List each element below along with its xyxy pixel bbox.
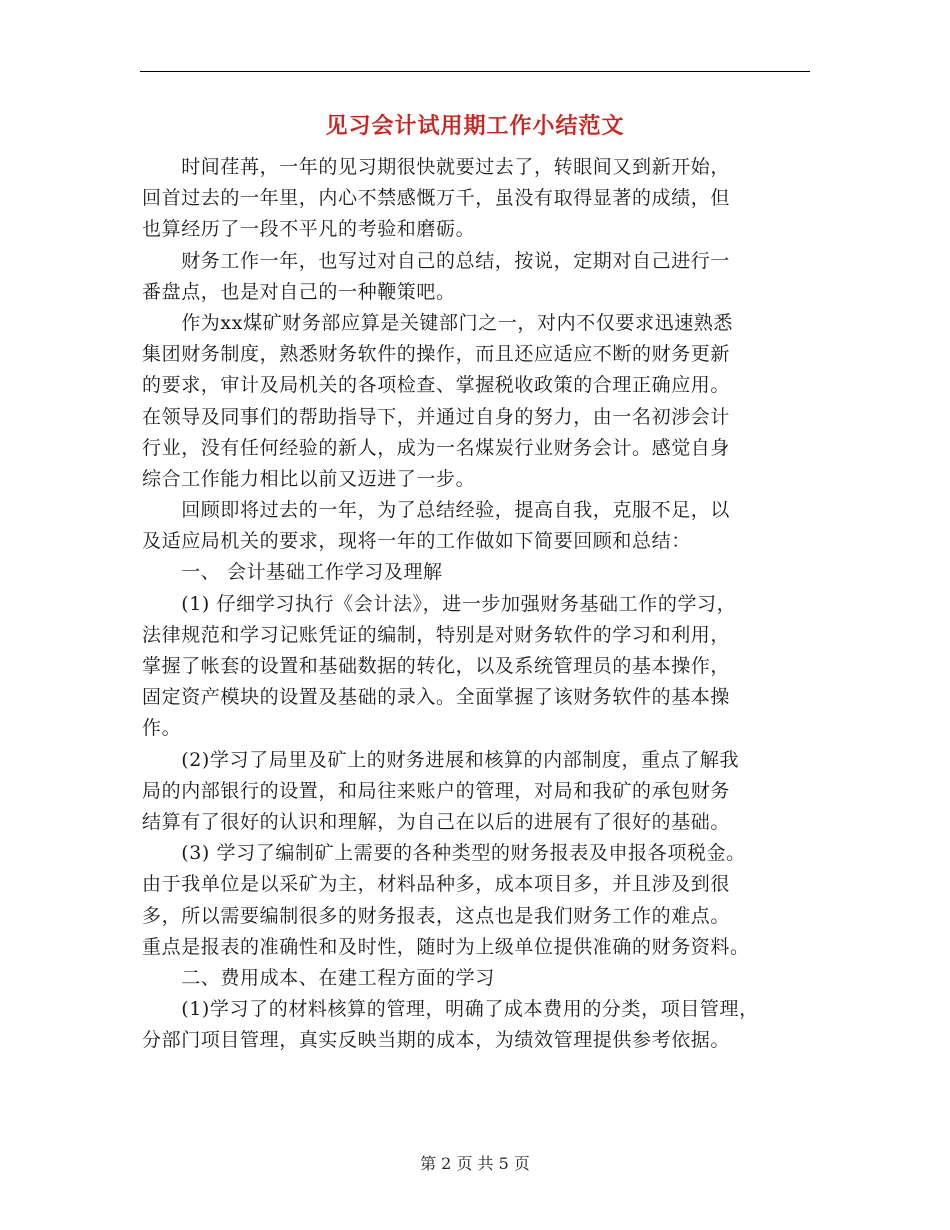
text-line: (3) 学习了编制矿上需要的各种类型的财务报表及申报各项税金。 [142, 842, 746, 865]
text-line: 的要求，审计及局机关的各项检查、掌握税收政策的合理正确应用。 [142, 374, 731, 397]
text-line: 及适应局机关的要求，现将一年的工作做如下简要回顾和总结： [142, 530, 691, 553]
text-line: 回顾即将过去的一年，为了总结经验，提高自我，克服不足，以 [142, 499, 731, 522]
page-footer: 第 2 页 共 5 页 [420, 1154, 530, 1173]
text-line: 回首过去的一年里，内心不禁感慨万千，虽没有取得显著的成绩，但 [142, 187, 731, 210]
text-line: 财务工作一年，也写过对自己的总结，按说，定期对自己进行一 [142, 249, 731, 272]
text-line: 结算有了很好的认识和理解，为自己在以后的进展有了很好的基础。 [142, 810, 731, 833]
text-line: 固定资产模块的设置及基础的录入。全面掌握了该财务软件的基本操 [142, 686, 731, 709]
text-line: 番盘点，也是对自己的一种鞭策吧。 [142, 280, 456, 303]
document-title: 见习会计试用期工作小结范文 [325, 113, 625, 139]
text-line: (1)学习了的材料核算的管理，明确了成本费用的分类，项目管理， [142, 998, 759, 1021]
text-line: 多，所以需要编制很多的财务报表，这点也是我们财务工作的难点。 [142, 904, 731, 927]
text-line: 在领导及同事们的帮助指导下，并通过自身的努力，由一名初涉会计 [142, 405, 731, 428]
text-line: 时间荏苒，一年的见习期很快就要过去了，转眼间又到新开始， [142, 156, 731, 178]
text-line: (2)学习了局里及矿上的财务进展和核算的内部制度，重点了解我 [142, 748, 740, 771]
text-line: 综合工作能力相比以前又迈进了一步。 [142, 467, 476, 490]
text-line: 一、 会计基础工作学习及理解 [142, 561, 443, 584]
text-line: 局的内部银行的设置，和局往来账户的管理，对局和我矿的承包财务 [142, 779, 731, 802]
header-rule [140, 71, 810, 72]
text-line: 由于我单位是以采矿为主，材料品种多，成本项目多，并且涉及到很 [142, 873, 731, 896]
text-line: 分部门项目管理，真实反映当期的成本，为绩效管理提供参考依据。 [142, 1029, 731, 1052]
text-line: 作。 [142, 717, 182, 740]
document-body [142, 152, 810, 1056]
text-line: (1) 仔细学习执行《会计法》，进一步加强财务基础工作的学习， [142, 592, 737, 615]
text-line: 法律规范和学习记账凭证的编制，特别是对财务软件的学习和利用， [142, 623, 731, 646]
text-line: 也算经历了一段不平凡的考验和磨砺。 [142, 218, 476, 241]
text-line: 行业，没有任何经验的新人，成为一名煤炭行业财务会计。感觉自身 [142, 436, 731, 459]
text-line: 集团财务制度，熟悉财务软件的操作，而且还应适应不断的财务更新 [142, 343, 731, 366]
text-line: 掌握了帐套的设置和基础数据的转化，以及系统管理员的基本操作， [142, 655, 731, 677]
text-line: 重点是报表的准确性和及时性，随时为上级单位提供准确的财务资料。 [142, 935, 750, 958]
text-line: 作为xx煤矿财务部应算是关键部门之一，对内不仅要求迅速熟悉 [142, 311, 734, 334]
text-line: 二、费用成本、在建工程方面的学习 [142, 966, 495, 989]
